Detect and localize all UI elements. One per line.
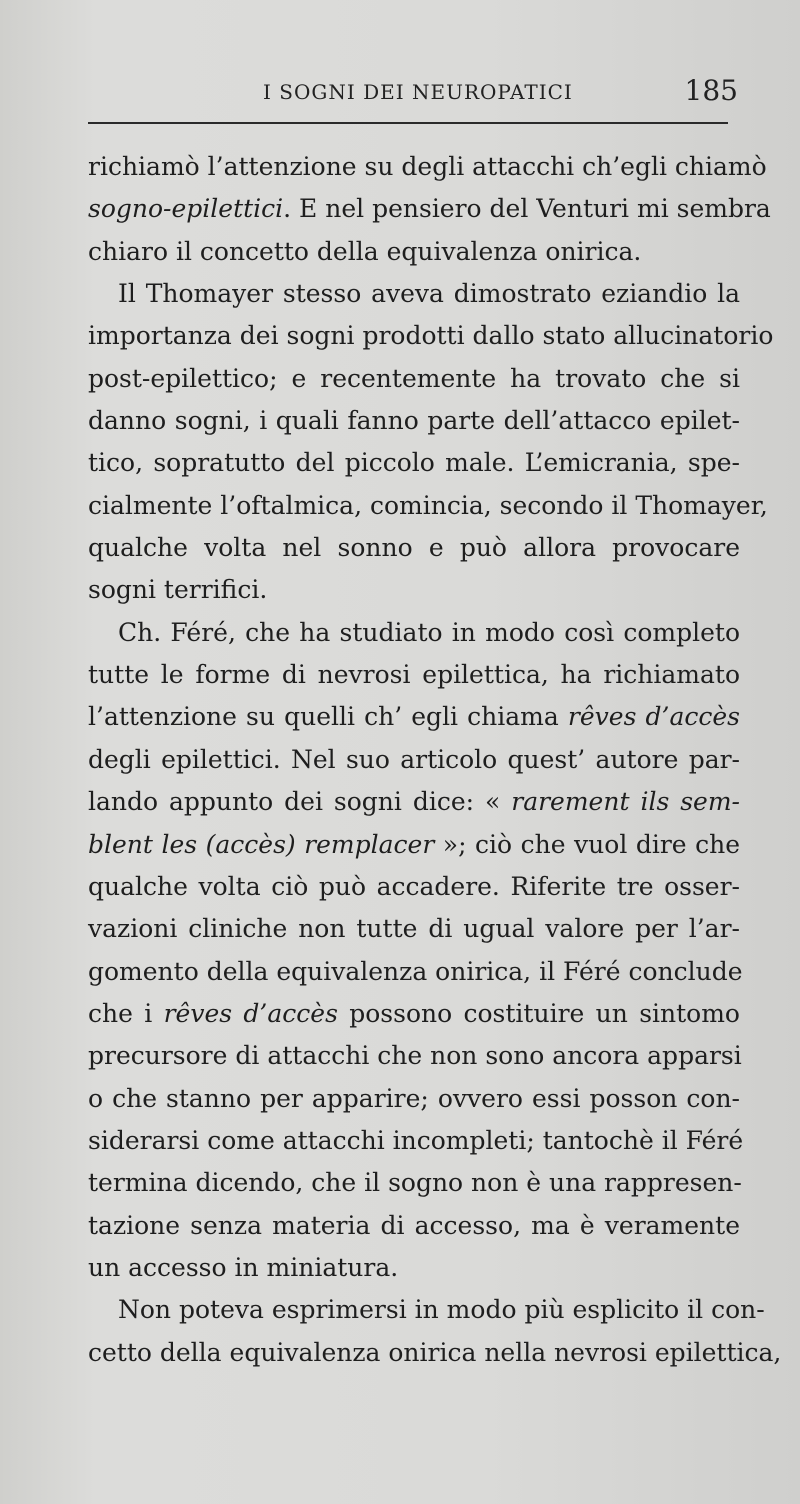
italic-text: rêves d’accès [163, 998, 338, 1028]
text-line: cialmente l’oftalmica, comincia, secondo il Thomayer, [88, 490, 768, 520]
text-line: richiamò l’attenzione su degli attacchi ch’egli chiamò [88, 152, 767, 181]
text-line: chiaro il concetto della equivalenza onirica. [88, 236, 642, 266]
italic-text: sogno-epilettici [88, 194, 284, 224]
text-line: cetto della equivalenza onirica nella nevrosi epilettica, [88, 1337, 782, 1367]
text-span: l’attenzione su quelli ch’ egli chiama [88, 702, 568, 732]
text-line: danno sogni, i quali fanno parte dell’attacco epilet- [88, 406, 740, 436]
text-line: precursore di attacchi che non sono ancora apparsi [88, 1041, 742, 1071]
header-rule [88, 122, 728, 124]
body-text [88, 146, 782, 1374]
text-line: o che stanno per apparire; ovvero essi posson con- [88, 1083, 740, 1113]
text-line: Ch. Féré, che ha studiato in modo così completo [118, 617, 740, 647]
italic-text: rêves d’accès [567, 702, 740, 732]
text-span: »; ciò che vuol dire che [434, 829, 740, 859]
text-line: importanza dei sogni prodotti dallo stato allucinatorio [88, 321, 774, 351]
text-line: siderarsi come attacchi incompleti; tantochè il Féré [88, 1125, 744, 1155]
text-line: qualche volta ciò può accadere. Riferite tre osser- [88, 871, 740, 901]
text-line [88, 781, 740, 823]
text-line: degli epilettici. Nel suo articolo quest’ autore par- [88, 744, 740, 774]
text-line: un accesso in miniatura. [88, 1252, 399, 1282]
text-line: post-epilettico; e recentemente ha trovato che si [88, 363, 740, 393]
text-line: qualche volta nel sonno e può allora provocare [88, 533, 740, 563]
running-head [88, 72, 738, 112]
text-line: Non poteva esprimersi in modo più esplicito il con- [118, 1295, 765, 1325]
text-line: vazioni cliniche non tutte di ugual valore per l’ar- [88, 914, 740, 944]
italic-text: blent les (accès) remplacer [88, 829, 435, 859]
text-line: tazione senza materia di accesso, ma è veramente [88, 1210, 740, 1240]
text-line: sogni terrifici. [88, 575, 268, 605]
text-line: termina dicendo, che il sogno non è una rappresen- [88, 1168, 742, 1198]
text-span: . E nel pensiero del Venturi mi sembra [283, 194, 771, 224]
text-line [88, 696, 740, 738]
text-span: che i [88, 998, 164, 1028]
text-span: lando appunto dei sogni dice: « [88, 787, 512, 817]
text-line [88, 188, 771, 230]
text-line: tutte le forme di nevrosi epilettica, ha richiamato [88, 660, 740, 690]
text-line: tico, sopratutto del piccolo male. L’emicrania, spe- [88, 448, 740, 478]
text-line: Il Thomayer stesso aveva dimostrato eziandio la [118, 279, 740, 309]
text-line [88, 993, 740, 1035]
page-number: 185 [684, 74, 738, 107]
text-line: gomento della equivalenza onirica, il Féré conclude [88, 956, 743, 986]
text-line [88, 824, 740, 866]
running-title: I SOGNI DEI NEUROPATICI [263, 80, 573, 104]
italic-text: rarement ils sem- [511, 787, 740, 817]
text-span: possono costituire un sintomo [337, 998, 740, 1028]
